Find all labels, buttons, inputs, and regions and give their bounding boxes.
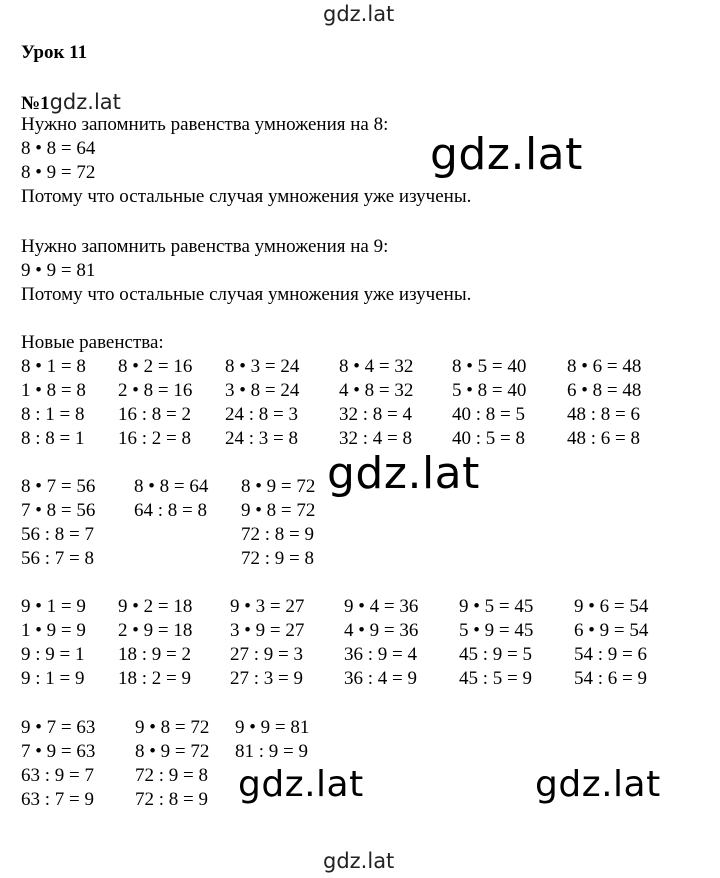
equation: 1 • 9 = 9 xyxy=(21,620,86,641)
equation: 54 : 9 = 6 xyxy=(574,644,647,665)
table-row xyxy=(21,355,701,379)
table-row xyxy=(21,595,701,619)
table-row xyxy=(21,403,701,427)
equation: 72 : 8 = 9 xyxy=(241,524,314,545)
equation: 3 • 9 = 27 xyxy=(230,620,305,641)
equation: 4 • 9 = 36 xyxy=(344,620,419,641)
watermark-inline: gdz.lat xyxy=(49,90,121,114)
intro-line: Потому что остальные случая умножения уже изучены. xyxy=(21,186,472,207)
table-row xyxy=(21,619,701,643)
equation: 8 • 4 = 32 xyxy=(339,356,414,377)
equation: 48 : 8 = 6 xyxy=(567,404,640,425)
watermark-large-1: gdz.lat xyxy=(430,129,583,180)
equation: 6 • 9 = 54 xyxy=(574,620,649,641)
intro-line: Нужно запомнить равенства умножения на 8: xyxy=(21,114,389,135)
equation: 9 • 8 = 72 xyxy=(135,717,210,738)
equation: 8 • 6 = 48 xyxy=(567,356,642,377)
lesson-title: Урок 11 xyxy=(21,42,88,63)
equation: 27 : 9 = 3 xyxy=(230,644,303,665)
equation: 8 • 3 = 24 xyxy=(225,356,300,377)
equation: 9 • 3 = 27 xyxy=(230,596,305,617)
table-row xyxy=(21,475,341,499)
equation: 72 : 9 = 8 xyxy=(241,548,314,569)
equation: 9 • 2 = 18 xyxy=(118,596,193,617)
equation: 63 : 7 = 9 xyxy=(21,789,94,810)
table-row xyxy=(21,740,351,764)
table-row xyxy=(21,788,351,812)
equation: 9 • 4 = 36 xyxy=(344,596,419,617)
table-row xyxy=(21,379,701,403)
equations-block-9 xyxy=(21,595,701,691)
equation: 8 : 8 = 1 xyxy=(21,428,85,449)
equations-block-8b xyxy=(21,475,341,571)
table-row xyxy=(21,716,351,740)
equation: 72 : 8 = 9 xyxy=(135,789,208,810)
equation: 63 : 9 = 7 xyxy=(21,765,94,786)
equation: 1 • 8 = 8 xyxy=(21,380,86,401)
equation: 8 : 1 = 8 xyxy=(21,404,85,425)
table-row xyxy=(21,667,701,691)
equation: 5 • 9 = 45 xyxy=(459,620,534,641)
equation: 9 • 7 = 63 xyxy=(21,717,96,738)
task-number-label: №1 xyxy=(21,93,50,114)
equation: 18 : 2 = 9 xyxy=(118,668,191,689)
equation: 24 : 8 = 3 xyxy=(225,404,298,425)
intro-line: Потому что остальные случая умножения уже изучены. xyxy=(21,284,472,305)
equation: 9 • 1 = 9 xyxy=(21,596,86,617)
equation: 24 : 3 = 8 xyxy=(225,428,298,449)
equation: 8 • 9 = 72 xyxy=(241,476,316,497)
table-row xyxy=(21,643,701,667)
table-row xyxy=(21,523,341,547)
equation: 5 • 8 = 40 xyxy=(452,380,527,401)
equation: 2 • 8 = 16 xyxy=(118,380,193,401)
table-row xyxy=(21,499,341,523)
equation: 45 : 9 = 5 xyxy=(459,644,532,665)
watermark-top: gdz.lat xyxy=(323,2,395,26)
equation: 56 : 8 = 7 xyxy=(21,524,94,545)
intro-line: 9 • 9 = 81 xyxy=(21,260,96,281)
equation: 36 : 4 = 9 xyxy=(344,668,417,689)
equation: 48 : 6 = 8 xyxy=(567,428,640,449)
equation: 16 : 8 = 2 xyxy=(118,404,191,425)
intro-line: 8 • 8 = 64 xyxy=(21,138,96,159)
equation: 9 : 9 = 1 xyxy=(21,644,85,665)
task-number xyxy=(21,90,121,115)
equation: 56 : 7 = 8 xyxy=(21,548,94,569)
watermark-large-4: gdz.lat xyxy=(535,764,661,805)
equations-block-9b xyxy=(21,716,351,812)
equation: 36 : 9 = 4 xyxy=(344,644,417,665)
equations-block-8 xyxy=(21,355,701,451)
watermark-large-2: gdz.lat xyxy=(327,448,480,499)
equation: 16 : 2 = 8 xyxy=(118,428,191,449)
equation: 7 • 9 = 63 xyxy=(21,741,96,762)
equation: 18 : 9 = 2 xyxy=(118,644,191,665)
equation: 45 : 5 = 9 xyxy=(459,668,532,689)
equation: 9 • 5 = 45 xyxy=(459,596,534,617)
intro-line: 8 • 9 = 72 xyxy=(21,162,96,183)
intro-line: Нужно запомнить равенства умножения на 9: xyxy=(21,236,389,257)
equation: 8 • 9 = 72 xyxy=(135,741,210,762)
equation: 54 : 6 = 9 xyxy=(574,668,647,689)
table-row xyxy=(21,427,701,451)
equation: 40 : 5 = 8 xyxy=(452,428,525,449)
equation: 6 • 8 = 48 xyxy=(567,380,642,401)
table-row xyxy=(21,547,341,571)
equation: 9 • 8 = 72 xyxy=(241,500,316,521)
equation: 9 • 6 = 54 xyxy=(574,596,649,617)
table-row xyxy=(21,764,351,788)
equation: 4 • 8 = 32 xyxy=(339,380,414,401)
equation: 8 • 7 = 56 xyxy=(21,476,96,497)
equation: 2 • 9 = 18 xyxy=(118,620,193,641)
equation: 9 : 1 = 9 xyxy=(21,668,85,689)
equation: 72 : 9 = 8 xyxy=(135,765,208,786)
equation: 8 • 1 = 8 xyxy=(21,356,86,377)
equation: 64 : 8 = 8 xyxy=(134,500,207,521)
equation: 32 : 4 = 8 xyxy=(339,428,412,449)
watermark-bottom: gdz.lat xyxy=(323,849,395,873)
intro-line: Новые равенства: xyxy=(21,332,164,353)
equation: 8 • 5 = 40 xyxy=(452,356,527,377)
equation: 27 : 3 = 9 xyxy=(230,668,303,689)
equation: 7 • 8 = 56 xyxy=(21,500,96,521)
equation: 32 : 8 = 4 xyxy=(339,404,412,425)
equation: 40 : 8 = 5 xyxy=(452,404,525,425)
equation: 8 • 2 = 16 xyxy=(118,356,193,377)
equation: 9 • 9 = 81 xyxy=(235,717,310,738)
equation: 81 : 9 = 9 xyxy=(235,741,308,762)
equation: 8 • 8 = 64 xyxy=(134,476,209,497)
watermark-large-3: gdz.lat xyxy=(238,764,364,805)
equation: 3 • 8 = 24 xyxy=(225,380,300,401)
